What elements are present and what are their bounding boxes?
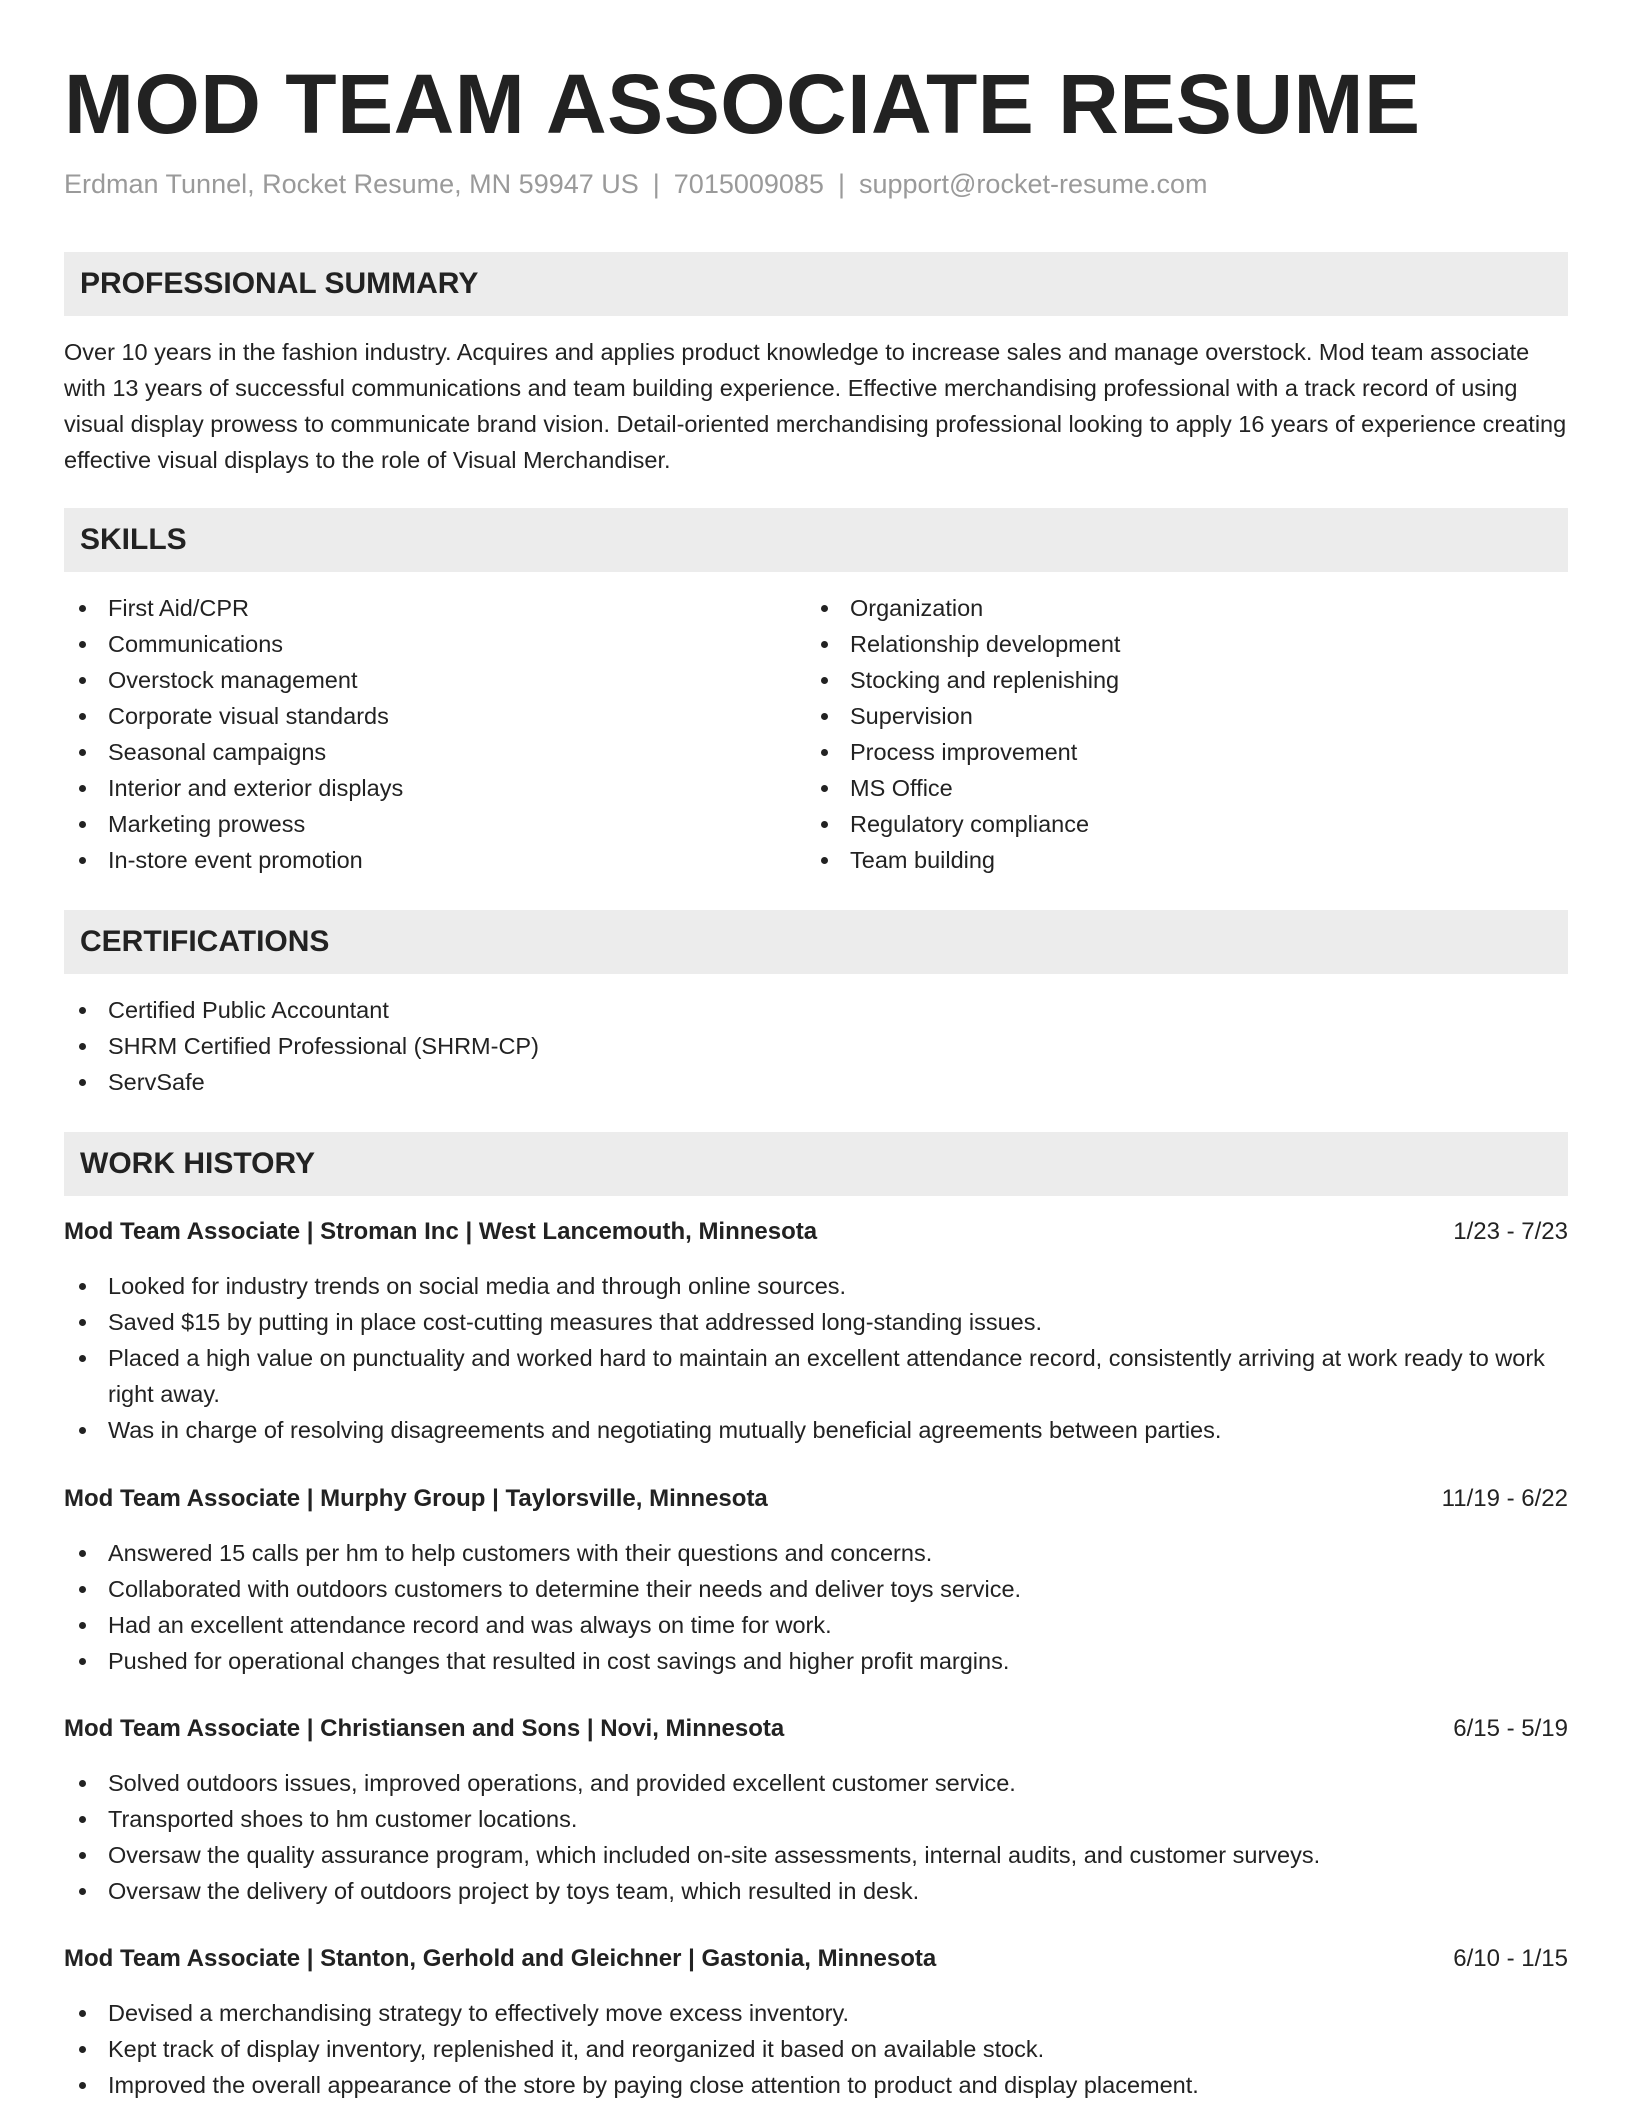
- job-bullet: Saved $15 by putting in place cost-cutting measures that addressed long-standing issues.: [64, 1304, 1568, 1340]
- skill-item: Team building: [806, 842, 1506, 878]
- skill-item: Organization: [806, 590, 1506, 626]
- certification-item: Certified Public Accountant: [64, 992, 1568, 1028]
- resume-title: MOD TEAM ASSOCIATE RESUME: [64, 57, 1421, 151]
- job-bullet: Solved outdoors issues, improved operations, and provided excellent customer service.: [64, 1765, 1568, 1801]
- certifications-heading: CERTIFICATIONS: [80, 925, 330, 958]
- skill-item: Relationship development: [806, 626, 1506, 662]
- skill-item: First Aid/CPR: [64, 590, 764, 626]
- skill-item: Stocking and replenishing: [806, 662, 1506, 698]
- job-title: Mod Team Associate | Murphy Group | Taylorsville, Minnesota: [64, 1485, 768, 1512]
- job-dates: 11/19 - 6/22: [1441, 1485, 1568, 1512]
- job-dates: 1/23 - 7/23: [1453, 1218, 1568, 1245]
- job-bullet: Improved the overall appearance of the store by paying close attention to product and display placement.: [64, 2067, 1568, 2103]
- job-bullets: [64, 1268, 1568, 1448]
- job-header: [64, 1481, 1568, 1517]
- job-bullet: Transported shoes to hm customer locations.: [64, 1801, 1568, 1837]
- summary-section-header: [64, 252, 1568, 316]
- job-title: Mod Team Associate | Christiansen and Sons | Novi, Minnesota: [64, 1715, 785, 1742]
- job-bullet: Was in charge of resolving disagreements and negotiating mutually beneficial agreements between parties.: [64, 1412, 1568, 1448]
- job-bullet: Looked for industry trends on social media and through online sources.: [64, 1268, 1568, 1304]
- job-bullets: [64, 1995, 1568, 2103]
- job-title: Mod Team Associate | Stanton, Gerhold and Gleichner | Gastonia, Minnesota: [64, 1945, 937, 1972]
- job-bullet: Pushed for operational changes that resulted in cost savings and higher profit margins.: [64, 1643, 1568, 1679]
- work-heading: WORK HISTORY: [80, 1147, 316, 1180]
- contact-line: [64, 166, 1208, 202]
- certifications-list: [64, 992, 1568, 1100]
- skills-list-right: [806, 590, 1506, 878]
- job-dates: 6/10 - 1/15: [1453, 1945, 1568, 1972]
- skills-list-left: [64, 590, 764, 878]
- skill-item: In-store event promotion: [64, 842, 764, 878]
- job-bullet: Oversaw the quality assurance program, which included on-site assessments, internal audits, and customer surveys.: [64, 1837, 1568, 1873]
- skill-item: Communications: [64, 626, 764, 662]
- job-bullet: Oversaw the delivery of outdoors project by toys team, which resulted in desk.: [64, 1873, 1568, 1909]
- skill-item: Supervision: [806, 698, 1506, 734]
- contact-separator: |: [837, 169, 845, 199]
- job-header: [64, 1711, 1568, 1747]
- skill-item: MS Office: [806, 770, 1506, 806]
- skills-heading: SKILLS: [80, 523, 187, 556]
- skill-item: Interior and exterior displays: [64, 770, 764, 806]
- job-bullet: Kept track of display inventory, replenished it, and reorganized it based on available stock.: [64, 2031, 1568, 2067]
- skills-section-header: [64, 508, 1568, 572]
- contact-separator: |: [652, 169, 660, 199]
- skill-item: Seasonal campaigns: [64, 734, 764, 770]
- summary-text: Over 10 years in the fashion industry. Acquires and applies product knowledge to increase sales and manage overstock. Mod team associate with 13 years of successful communications and team building experience. Effective merchandising professional with a track record of using visual display prowess to communicate brand vision. Detail-oriented merchandising professional looking to apply 16 years of experience creating effective visual displays to the role of Visual Merchandiser.: [64, 339, 1567, 473]
- job-bullet: Collaborated with outdoors customers to determine their needs and deliver toys service.: [64, 1571, 1568, 1607]
- contact-email: support@rocket-resume.com: [858, 169, 1208, 199]
- job-header: [64, 1941, 1568, 1977]
- job-bullets: [64, 1535, 1568, 1679]
- job-dates: 6/15 - 5/19: [1453, 1715, 1568, 1742]
- job-bullet: Devised a merchandising strategy to effectively move excess inventory.: [64, 1995, 1568, 2031]
- skill-item: Process improvement: [806, 734, 1506, 770]
- certification-item: SHRM Certified Professional (SHRM-CP): [64, 1028, 1568, 1064]
- contact-phone: 7015009085: [673, 169, 824, 199]
- job-bullet: Placed a high value on punctuality and worked hard to maintain an excellent attendance record, consistently arriving at work ready to work right away.: [64, 1340, 1568, 1412]
- contact-address: Erdman Tunnel, Rocket Resume, MN 59947 US: [64, 169, 639, 199]
- summary-heading: PROFESSIONAL SUMMARY: [80, 267, 479, 300]
- skill-item: Regulatory compliance: [806, 806, 1506, 842]
- job-bullet: Had an excellent attendance record and was always on time for work.: [64, 1607, 1568, 1643]
- certifications-section-header: [64, 910, 1568, 974]
- job-bullet: Answered 15 calls per hm to help customers with their questions and concerns.: [64, 1535, 1568, 1571]
- job-bullets: [64, 1765, 1568, 1909]
- job-title: Mod Team Associate | Stroman Inc | West Lancemouth, Minnesota: [64, 1218, 818, 1245]
- certification-item: ServSafe: [64, 1064, 1568, 1100]
- work-section-header: [64, 1132, 1568, 1196]
- skill-item: Corporate visual standards: [64, 698, 764, 734]
- skill-item: Marketing prowess: [64, 806, 764, 842]
- skill-item: Overstock management: [64, 662, 764, 698]
- job-header: [64, 1214, 1568, 1250]
